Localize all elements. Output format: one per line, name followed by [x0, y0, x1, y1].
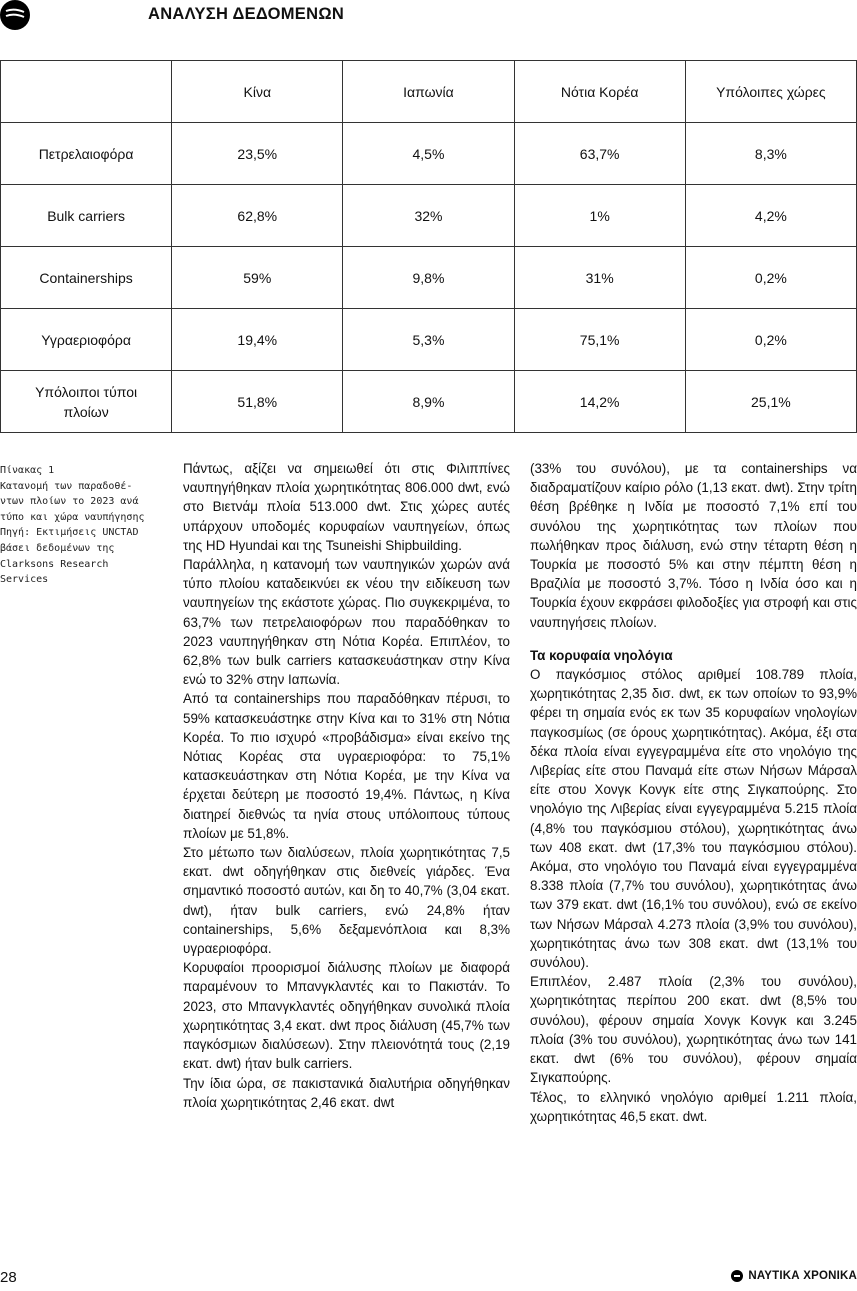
table-cell: 4,2%	[685, 185, 856, 247]
table-cell: 1%	[514, 185, 685, 247]
section-title: ΑΝΑΛΥΣΗ ΔΕΔΟΜΕΝΩΝ	[148, 5, 345, 23]
table-header-cell: Υπόλοιπες χώρες	[685, 61, 856, 123]
table-row	[1, 247, 857, 309]
table-cell: 8,9%	[343, 371, 514, 433]
data-table	[0, 60, 857, 433]
table-cell: 51,8%	[172, 371, 343, 433]
table-header-cell: Κίνα	[172, 61, 343, 123]
table-cell: 31%	[514, 247, 685, 309]
table-cell: 32%	[343, 185, 514, 247]
table-row	[1, 371, 857, 433]
paragraph: Πάντως, αξίζει να σημειωθεί ότι στις Φιλιππίνες ναυπηγήθηκαν πλοία χωρητικότητας 806.000 dwt, ενώ στο Βιετνάμ πλοία 513.000 dwt. Στις χώρες αυτές υπάρχουν υποδομές κορυφαίων ναυπηγείων, όπως της HD Hyundai και της Tsuneishi Shipbuilding.	[183, 461, 510, 553]
table-header-cell: Ιαπωνία	[343, 61, 514, 123]
paragraph: Από τα containerships που παραδόθηκαν πέρυσι, το 59% κατασκευάστηκε στην Κίνα και το 31% στη Νότια Κορέα. Το πιο ισχυρό «προβάδισμα» είναι εκείνο της Νότιας Κορέας στα υγραεριοφόρα: το 75,1% κατασκευάστηκαν στη Νότια Κορέα, με την Κίνα να έρχεται δεύτερη με ποσοστό 19,4%. Πάντως, η Κίνα διατηρεί διεθνώς τα ηνία στους υπόλοιπους τύπους πλοίων με 51,8%.	[183, 691, 510, 841]
table-cell: 23,5%	[172, 123, 343, 185]
row-label: Bulk carriers	[1, 185, 172, 247]
table-cell: 9,8%	[343, 247, 514, 309]
table-cell: 5,3%	[343, 309, 514, 371]
paragraph: Την ίδια ώρα, σε πακιστανικά διαλυτήρια οδηγήθηκαν πλοία χωρητικότητας 2,46 εκατ. dwt	[183, 1075, 510, 1110]
row-label: Πετρελαιοφόρα	[1, 123, 172, 185]
article-column-2	[183, 459, 510, 1112]
subheading: Τα κορυφαία νηολόγια	[530, 647, 673, 663]
table-cell: 25,1%	[685, 371, 856, 433]
row-label: Υπόλοιποι τύποι πλοίων	[1, 371, 172, 433]
article-column-3	[530, 459, 857, 1126]
row-label: Containerships	[1, 247, 172, 309]
brand-logo-icon	[731, 1270, 743, 1282]
paragraph: Τέλος, το ελληνικό νηολόγιο αριθμεί 1.211 πλοία, χωρητικότητας 46,5 εκατ. dwt.	[530, 1089, 857, 1124]
page-header	[0, 0, 857, 34]
table-cell: 0,2%	[685, 247, 856, 309]
table-cell: 62,8%	[172, 185, 343, 247]
paragraph: Παράλληλα, η κατανομή των ναυπηγικών χωρών ανά τύπο πλοίου καταδεικνύει εκ νέου την ειδίκευση των ναυπηγείων της εκάστοτε χώρας. Πιο συγκεκριμένα, το 63,7% των πετρελαιοφόρων που παραδόθηκαν το 2023 ναυπηγήθηκαν στη Νότια Κορέα. Επιπλέον, το 62,8% των bulk carriers κατασκευάστηκαν στην Κίνα ενώ το 32% στην Ιαπωνία.	[183, 557, 510, 688]
table-cell: 0,2%	[685, 309, 856, 371]
ship-bow-logo-icon	[0, 0, 30, 30]
paragraph: Στο μέτωπο των διαλύσεων, πλοία χωρητικότητας 7,5 εκατ. dwt οδηγήθηκαν στις διεθνείς γιάρδες. Ένα σημαντικό ποσοστό αυτών, και δη το 40,7% (3,04 εκατ. dwt), ήταν bulk carriers, ενώ 24,8% ήταν containerships, 5,6% δεξαμενόπλοια και 8,3% υγραεριοφόρα.	[183, 845, 510, 957]
table-cell: 8,3%	[685, 123, 856, 185]
table-row	[1, 185, 857, 247]
table-cell: 59%	[172, 247, 343, 309]
paragraph: Ο παγκόσμιος στόλος αριθμεί 108.789 πλοία, χωρητικότητας 2,35 δισ. dwt, εκ των οποίων το 93,9% φέρει τη σημαία ενός εκ των 35 κορυφαίων νηολογίων παγκοσμίως (σε όρους χωρητικότητας). Ακόμα, έξι στα δέκα πλοία είναι εγγεγραμμένα είτε στο νηολόγιο της Λιβερίας είτε στου Παναμά είτε στων Νήσων Μάρσαλ είτε στου Χονγκ Κονγκ είτε στης Σιγκαπούρης. Στο νηολόγιο της Λιβερίας είναι εγγεγραμμένα 5.215 πλοία (4,8% του παγκόσμιου στόλου), χωρητικότητας άνω των 408 εκατ. dwt (17,3% του παγκόσμιου στόλου). Ακόμα, στο νηολόγιο του Παναμά είναι εγγεγραμμένα 8.338 πλοία (7,7% του συνόλου), χωρητικότητας άνω των 379 εκατ. dwt (16,1% του συνόλου), ενώ σε εκείνο των Νήσων Μάρσαλ 4.273 πλοία (3,9% του συνόλου), χωρητικότητας άνω των 308 εκατ. dwt (13,1% του συνόλου).	[530, 667, 857, 971]
table-cell: 19,4%	[172, 309, 343, 371]
table-cell: 63,7%	[514, 123, 685, 185]
paragraph: Κορυφαίοι προορισμοί διάλυσης πλοίων με διαφορά παραμένουν το Μπανγκλαντές και το Πακιστάν. Το 2023, στο Μπανγκλαντές οδηγήθηκαν συνολικά πλοία χωρητικότητας 3,4 εκατ. dwt προς διάλυση (45,7% των παγκόσμιων διαλύσεων). Στην πλειονότητά τους (2,19 εκατ. dwt) ήταν bulk carriers.	[183, 960, 510, 1072]
table-header-cell: Νότια Κορέα	[514, 61, 685, 123]
table-cell: 75,1%	[514, 309, 685, 371]
brand-footer	[731, 1270, 857, 1282]
paragraph: (33% του συνόλου), με τα containerships να διαδραματίζουν καίριο ρόλο (1,13 εκατ. dwt). Στην τρίτη θέση βρέθηκε η Ινδία με ποσοστό 7,1% επί του συνόλου της χωρητικότητας των πλοίων που πωλήθηκαν προς διάλυση, ενώ στην τέταρτη θέση η Τουρκία με ποσοστό 5% και στην πέμπτη θέση η Βραζιλία με ποσοστό 3,7%. Τόσο η Ινδία όσο και η Τουρκία έχουν εκφράσει φιλοδοξίες για στροφή και στις ναυπηγήσεις πλοίων.	[530, 461, 857, 630]
table-header-cell	[1, 61, 172, 123]
table-cell: 14,2%	[514, 371, 685, 433]
table-row	[1, 123, 857, 185]
table-row	[1, 309, 857, 371]
table-header-row	[1, 61, 857, 123]
row-label: Υγραεριοφόρα	[1, 309, 172, 371]
table-caption: Πίνακας 1 Κατανομή των παραδοθέ- ντων πλοίων το 2023 ανά τύπο και χώρα ναυπήγησης Πηγή: Εκτιμήσεις UNCTAD βάσει δεδομένων της Clarksons Research Services	[0, 465, 145, 586]
page-number: 28	[0, 1269, 17, 1286]
paragraph: Επιπλέον, 2.487 πλοία (2,3% του συνόλου), χωρητικότητας περίπου 200 εκατ. dwt (8,5% του συνόλου), φέρουν σημαία Χονγκ Κονγκ και 3.245 πλοία (3% του συνόλου), χωρητικότητας άνω των 141 εκατ. dwt (6% του συνόλου), φέρουν σημαία Σιγκαπούρης.	[530, 974, 857, 1086]
brand-name: ΝΑΥΤΙΚΑ ΧΡΟΝΙΚΑ	[748, 1270, 857, 1282]
table-cell: 4,5%	[343, 123, 514, 185]
